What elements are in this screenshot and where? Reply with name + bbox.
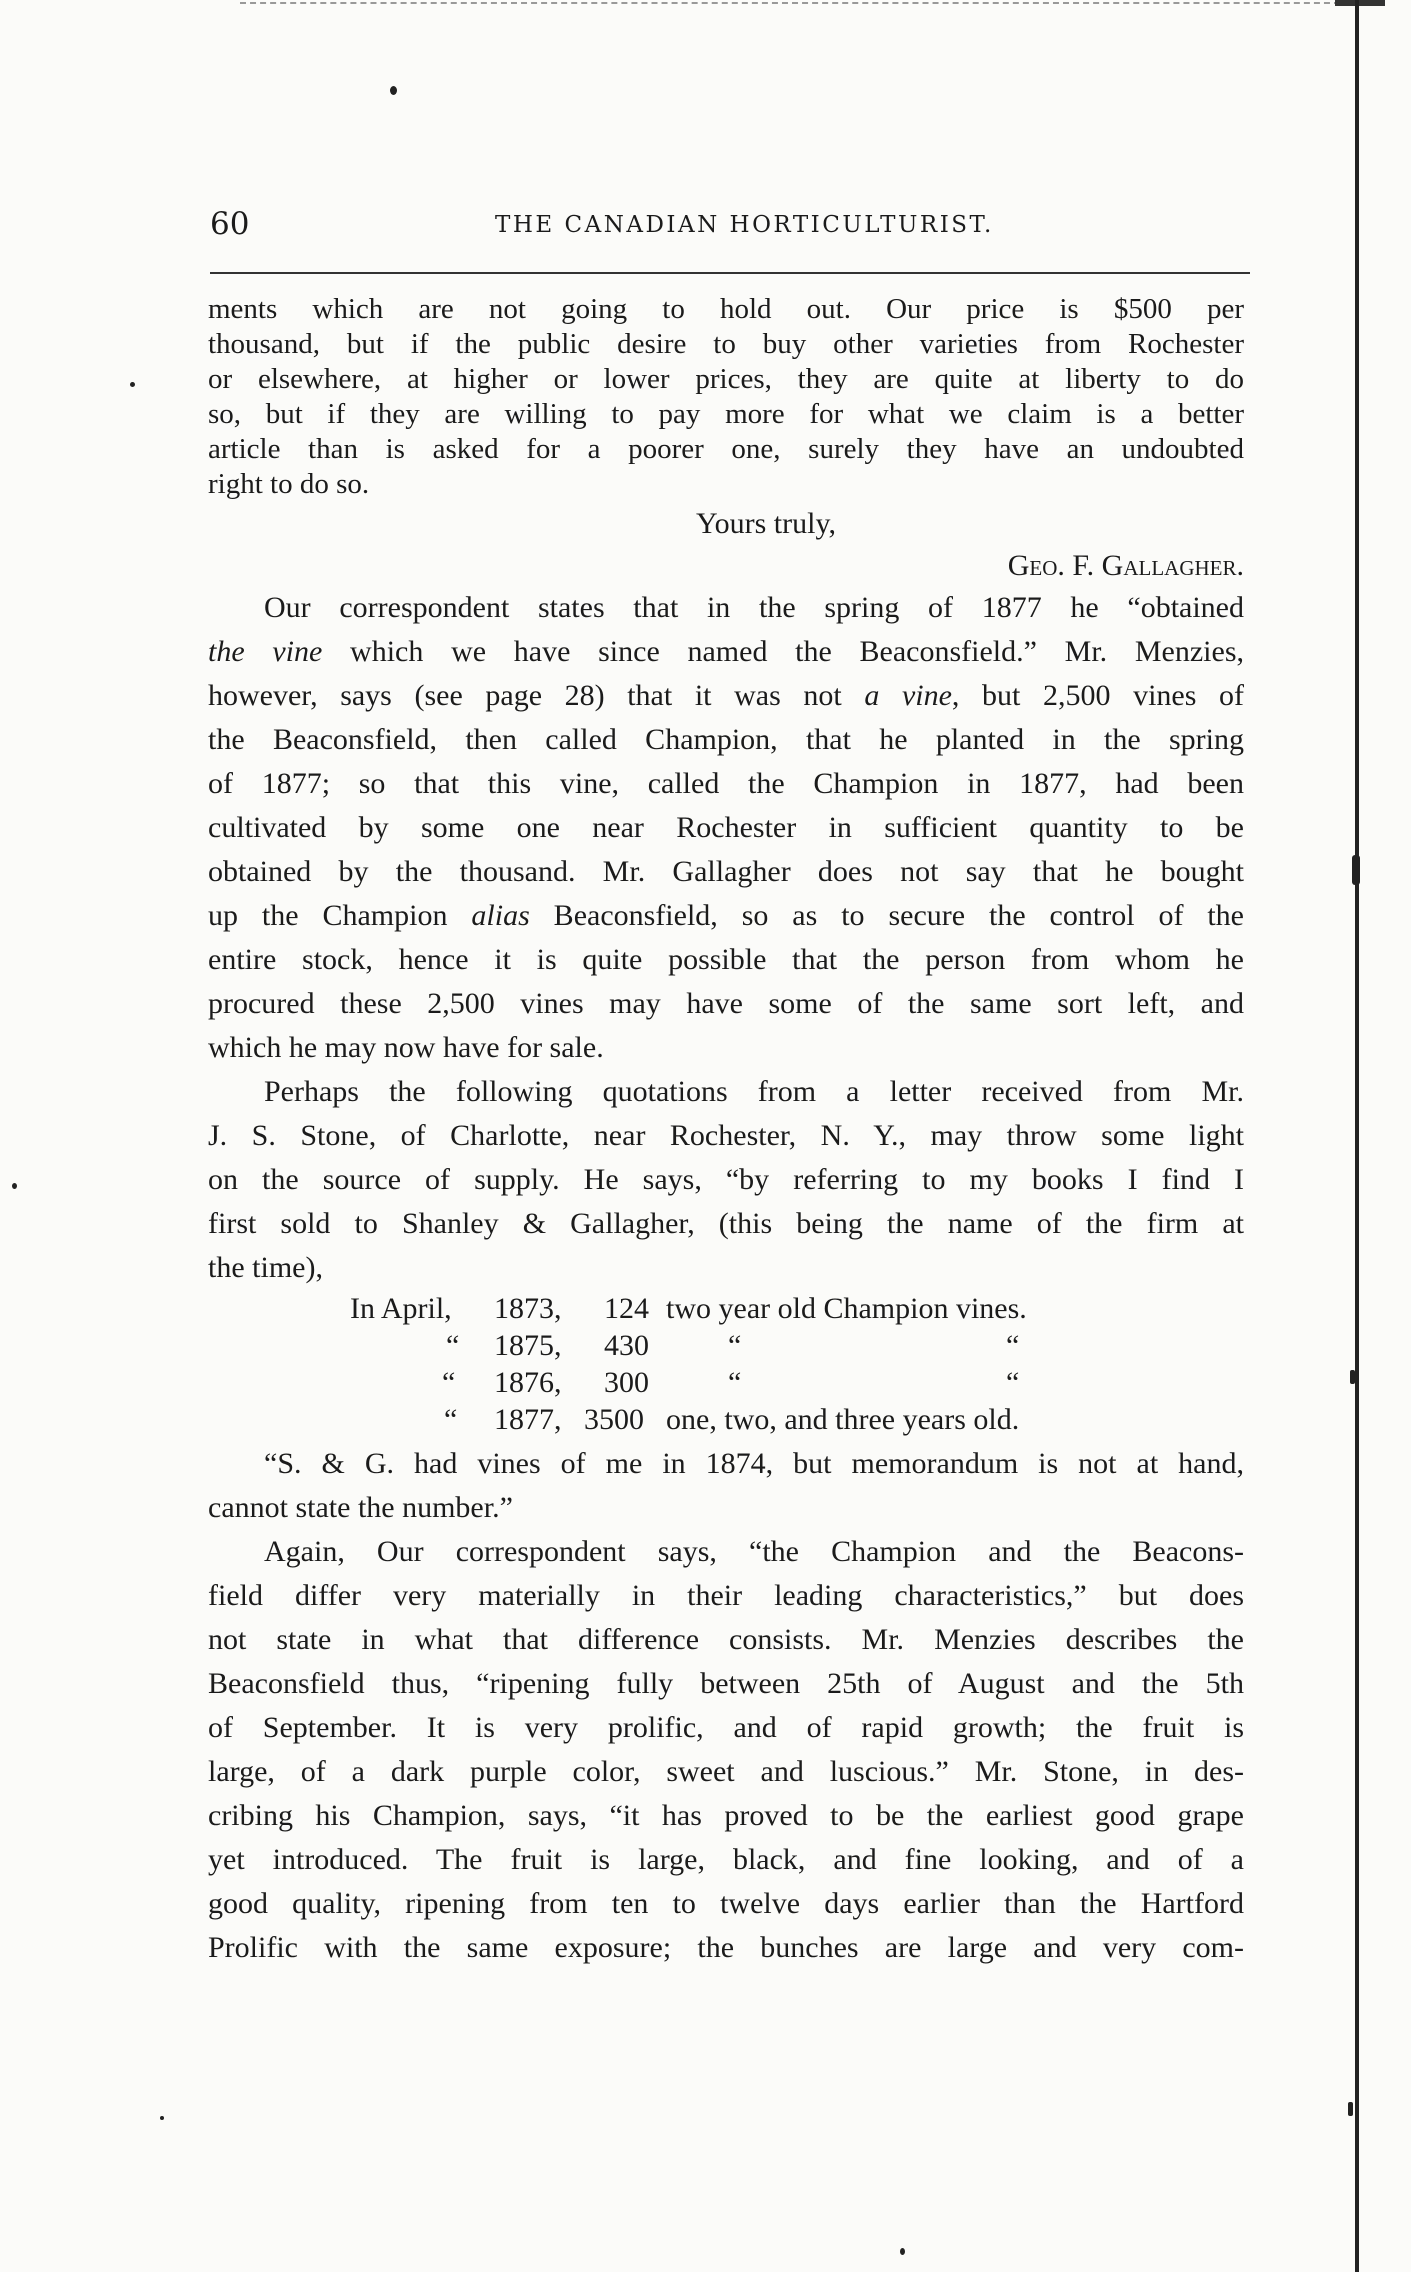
paragraph <box>208 1530 1244 1970</box>
text-line: so, but if they are willing to pay more for what we claim is a better <box>208 398 1244 430</box>
text-run: up the Champion <box>208 899 472 932</box>
text-run: Beaconsfield, so as to secure the control of the <box>529 899 1244 932</box>
row-ditto: “ <box>728 1366 742 1399</box>
text-line: article than is asked for a poorer one, surely they have an undoubted <box>208 433 1244 465</box>
text-line: cribing his Champion, says, “it has proved to be the earliest good grape <box>208 1799 1244 1832</box>
ink-speck <box>160 2116 164 2120</box>
italic-text: alias <box>471 899 530 932</box>
text-line: of 1877; so that this vine, called the Champion in 1877, had been <box>208 767 1244 800</box>
table-row <box>208 1290 1244 1327</box>
text-line: not state in what that difference consists. Mr. Menzies describes the <box>208 1623 1244 1656</box>
row-quantity: 430 <box>604 1329 649 1362</box>
text-line: the time), <box>208 1251 323 1284</box>
ink-speck <box>900 2248 905 2255</box>
ink-speck <box>12 1183 17 1189</box>
text-line: yet introduced. The fruit is large, black, and fine looking, and of a <box>208 1843 1244 1876</box>
row-quantity: 124 <box>604 1292 649 1325</box>
text-run: however, says (see page 28) that it was not <box>208 679 865 712</box>
text-line: entire stock, hence it is quite possible that the person from whom he <box>208 943 1244 976</box>
page-header <box>210 206 1250 246</box>
scan-edge-right <box>1355 0 1359 2272</box>
text-line: Perhaps the following quotations from a letter received from Mr. <box>264 1075 1244 1108</box>
text-line: the Beaconsfield, then called Champion, that he planted in the spring <box>208 723 1244 756</box>
text-line: which he may now have for sale. <box>208 1031 604 1064</box>
text-line: Again, Our correspondent says, “the Champion and the Beacons- <box>264 1535 1244 1568</box>
text-line: field differ very materially in their leading characteristics,” but does <box>208 1579 1244 1612</box>
text-run: which we have since named the Beaconsfield.” Mr. Menzies, <box>322 635 1245 668</box>
row-lead: “ <box>442 1366 456 1399</box>
text-line: Our correspondent states that in the spring of 1877 he “obtained <box>264 591 1244 624</box>
scan-edge-corner <box>1335 0 1385 6</box>
text-line: cannot state the number.” <box>208 1491 513 1524</box>
letter-signature: Geo. F. Gallagher. <box>1007 549 1244 582</box>
table-row <box>208 1327 1244 1364</box>
text-line: obtained by the thousand. Mr. Gallagher does not say that he bought <box>208 855 1244 888</box>
text-run: , but 2,500 vines of <box>951 679 1245 712</box>
text-line: right to do so. <box>208 468 370 500</box>
text-line <box>208 894 1244 938</box>
row-ditto: “ <box>1006 1329 1020 1362</box>
italic-text: the vine <box>208 635 323 668</box>
row-year: 1873, <box>494 1292 562 1325</box>
text-line: first sold to Shanley & Gallagher, (this being the name of the firm at <box>208 1207 1244 1240</box>
row-lead: In April, <box>350 1292 452 1325</box>
running-head: THE CANADIAN HORTICULTURIST. <box>495 212 994 238</box>
paragraph <box>208 1442 1244 1530</box>
row-quantity: 3500 <box>584 1403 644 1436</box>
text-line: or elsewhere, at higher or lower prices, they are quite at liberty to do <box>208 363 1244 395</box>
ink-speck <box>1350 1370 1355 1384</box>
paragraph <box>208 1070 1244 1290</box>
ink-speck <box>390 86 397 95</box>
row-description: two year old Champion vines. <box>666 1292 1027 1325</box>
row-description: one, two, and three years old. <box>666 1403 1020 1436</box>
ink-speck <box>1352 855 1360 885</box>
row-ditto: “ <box>1006 1366 1020 1399</box>
text-line: “S. & G. had vines of me in 1874, but memorandum is not at hand, <box>264 1447 1244 1480</box>
row-year: 1875, <box>494 1329 562 1362</box>
text-line: Beaconsfield thus, “ripening fully between 25th of August and the 5th <box>208 1667 1244 1700</box>
table-row <box>208 1364 1244 1401</box>
sales-table <box>208 1290 1244 1438</box>
text-line: on the source of supply. He says, “by referring to my books I find I <box>208 1163 1244 1196</box>
text-line <box>208 630 1244 674</box>
text-line: large, of a dark purple color, sweet and luscious.” Mr. Stone, in des- <box>208 1755 1244 1788</box>
text-line: of September. It is very prolific, and of rapid growth; the fruit is <box>208 1711 1244 1744</box>
text-line: cultivated by some one near Rochester in sufficient quantity to be <box>208 811 1244 844</box>
paragraph <box>208 586 1244 1070</box>
article-body <box>208 292 1244 1970</box>
row-lead: “ <box>444 1403 458 1436</box>
letter-ending <box>208 292 1244 586</box>
page-number: 60 <box>210 206 250 242</box>
ink-speck <box>130 382 135 387</box>
text-line: ments which are not going to hold out. Our price is $500 per <box>208 293 1244 325</box>
row-year: 1876, <box>494 1366 562 1399</box>
row-quantity: 300 <box>604 1366 649 1399</box>
text-line: thousand, but if the public desire to buy other varieties from Rochester <box>208 328 1244 360</box>
letter-closing: Yours truly, <box>695 507 837 540</box>
text-line: Prolific with the same exposure; the bunches are large and very com- <box>208 1931 1244 1964</box>
text-line: good quality, ripening from ten to twelve days earlier than the Hartford <box>208 1887 1244 1920</box>
text-line: J. S. Stone, of Charlotte, near Rochester, N. Y., may throw some light <box>208 1119 1244 1152</box>
ink-speck <box>1348 2102 1353 2116</box>
text-line <box>208 674 1244 718</box>
text-line: procured these 2,500 vines may have some of the same sort left, and <box>208 987 1244 1020</box>
table-row <box>208 1401 1244 1438</box>
row-ditto: “ <box>728 1329 742 1362</box>
row-lead: “ <box>446 1329 460 1362</box>
header-rule <box>210 272 1250 274</box>
italic-text: a vine <box>864 679 952 712</box>
scan-edge-top <box>240 2 1340 5</box>
row-year: 1877, <box>494 1403 562 1436</box>
